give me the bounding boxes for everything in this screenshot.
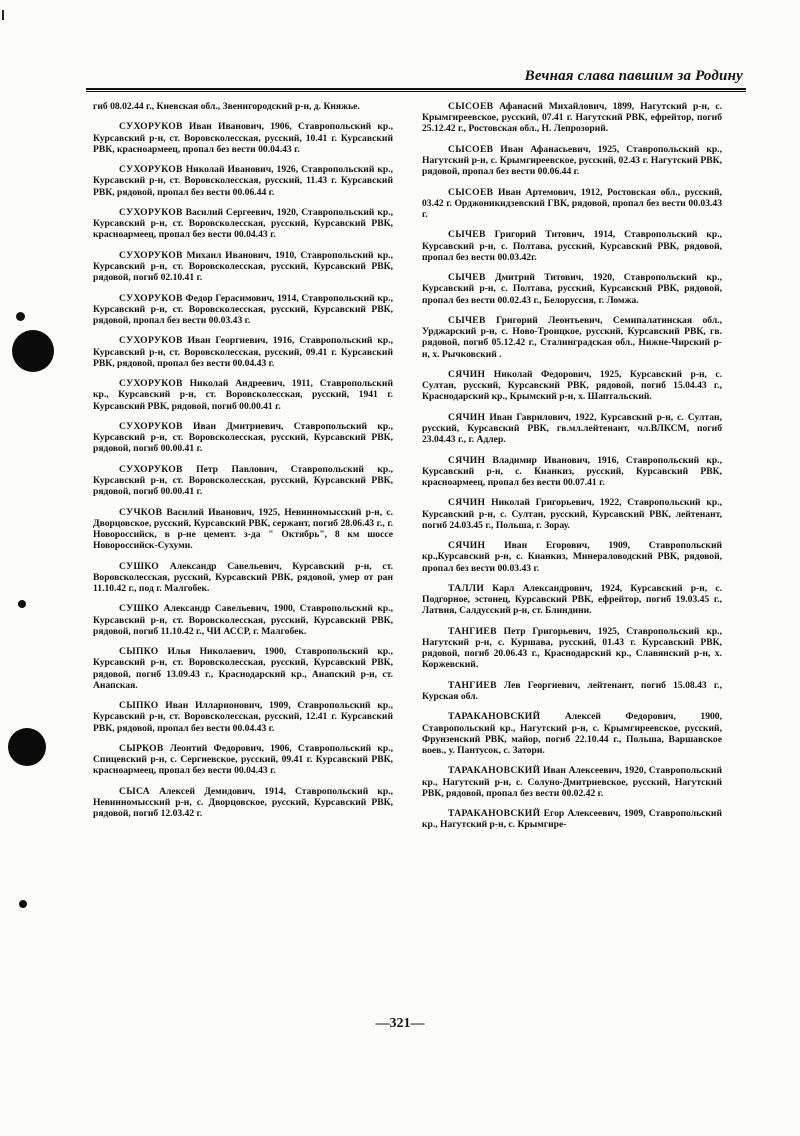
- record-entry: [93, 464, 393, 498]
- header-rule: [86, 91, 746, 92]
- record-entry: [93, 421, 393, 455]
- punch-hole: [12, 330, 54, 372]
- record-details: Петр Григорьевич, 1925, Ставропольский кр., Нагутский р-н, с. Куршава, русский, 01.43 г. Курсавский РВК, рядовой, погиб 20.06.43 г., Краснодарский кр., Славянский р-н, х. Коржевский.: [422, 625, 722, 671]
- surname: СЫЧЕВ: [448, 272, 486, 284]
- surname: ТАРАКАНОВСКИЙ: [448, 808, 541, 820]
- record-details: Василий Иванович, 1925, Невинномысский р-н, с. Дворцовское, русский, Курсавский РВК, сержант, погиб 28.06.43 г., г. Новороссийск, в р-не цемент. з-да " Октябрь", 8 км шоссе Новороссийск-Сухуми.: [93, 506, 393, 552]
- record-entry: [422, 229, 722, 263]
- surname: СУХОРУКОВ: [119, 292, 183, 304]
- punch-dot: [18, 600, 26, 608]
- surname: СЫПКО: [119, 646, 159, 658]
- surname: СУШКО: [119, 603, 160, 615]
- surname: СЯЧИН: [448, 368, 486, 380]
- record-entry: [422, 455, 722, 489]
- record-entry: [422, 187, 722, 221]
- record-details: Иван Алексеевич, 1920, Ставропольский кр., Нагутский р-н, с. Солуно-Дмитриевское, русский, Нагутский РВК, рядовой, пропал без вести 00.02.42 г.: [422, 765, 722, 799]
- surname: СЯЧИН: [448, 540, 486, 552]
- surname: СУХОРУКОВ: [119, 164, 183, 176]
- surname: ТАРАКАНОВСКИЙ: [448, 711, 541, 723]
- right-column: [422, 101, 722, 840]
- surname: СУХОРУКОВ: [119, 378, 183, 390]
- surname: ТАЛЛИ: [448, 582, 485, 594]
- surname: СУХОРУКОВ: [119, 420, 183, 432]
- record-details: Петр Павлович, Ставропольский кр., Курсавский р-н, ст. Воровсколесская, русский, Курсавский РВК, рядовой, погиб 00.00.41 г.: [93, 463, 393, 498]
- record-details: Василий Сергеевич, 1920, Ставропольский кр., Курсавский р-н, ст. Воровсколесская, русский, Курсавский РВК, красноармеец, пропал без вести 00.04.43 г.: [93, 206, 393, 241]
- record-details: Алексей Федорович, 1900, Ставропольский кр., Нагутский р-н, с. Крымгиреевское, русский, Фрунзенский РВК, майор, погиб 22.10.44 г., Польша, Варшавское воев., у. Пантусок, с. Затори.: [422, 711, 722, 756]
- record-details: Николай Андреевич, 1911, Ставропольский кр., Курсавский р-н, ст. Воровсколесская, русский, 1941 г. Курсавский РВК, рядовой, погиб 00.00.41 г.: [93, 378, 393, 412]
- surname: СУХОРУКОВ: [119, 121, 183, 133]
- record-details: Иван Егорович, 1909, Ставропольский кр.,Курсавский р-н, с. Кианкиз, Минераловодский РВК, рядовой, пропал без вести 00.03.43 г.: [422, 540, 722, 574]
- record-entry: [422, 315, 722, 360]
- record-entry: [93, 507, 393, 552]
- record-details: Владимир Иванович, 1916, Ставропольский кр., Курсавский р-н, с. Кианкиз, русский, Курсавский РВК, красноармеец, пропал без вести 00.07.41 г.: [422, 454, 722, 488]
- surname: СЫЧЕВ: [448, 229, 486, 241]
- record-entry: [422, 808, 722, 830]
- surname: СУШКО: [119, 560, 160, 572]
- record-entry: [422, 369, 722, 403]
- record-details: Иван Афанасьевич, 1925, Ставропольский кр., Нагутский р-н, с. Крымгиреевское, русский, 02.43 г. Нагутский РВК, рядовой, пропал без вести 00.06.44 г.: [422, 143, 722, 178]
- punch-dot: [19, 900, 27, 908]
- surname: ТАНГИЕВ: [448, 679, 497, 691]
- record-details: Егор Алексеевич, 1909, Ставропольский кр., Нагутский р-н, с. Крымгире-: [422, 808, 722, 831]
- record-details: Михаил Иванович, 1910, Ставропольский кр., Курсавский р-н, ст. Воровсколесская, русский, Курсавский РВК, рядовой, погиб 02.10.41 г.: [93, 249, 393, 284]
- record-details: Александр Савельевич, Курсавский р-н, ст. Воровсколесская, русский, Курсавский РВК, рядовой, умер от ран 11.10.42 г., под г. Малгобек.: [93, 560, 393, 594]
- record-details: гиб 08.02.44 г., Киевская обл., Звенигородский р-н, д. Княжье.: [93, 101, 360, 112]
- record-details: Александр Савельевич, 1900, Ставропольский кр., Курсавский р-н, ст. Воровсколесская, русский, Курсавский РВК, рядовой, погиб 11.10.42 г., ЧИ АССР, г. Малгобек.: [93, 603, 393, 637]
- record-entry: [422, 497, 722, 531]
- running-head: Вечная слава павшим за Родину: [524, 68, 743, 84]
- record-entry: [93, 101, 393, 112]
- surname: СЫСОЕВ: [448, 143, 494, 155]
- record-entry: [422, 680, 722, 702]
- record-details: Григорий Титович, 1914, Ставропольский кр., Курсавский р-н, с. Полтава, русский, Курсавский РВК, рядовой, пропал без вести 00.03.42г.: [422, 229, 722, 263]
- surname: СЯЧИН: [448, 454, 486, 466]
- record-details: Федор Герасимович, 1914, Ставропольский кр., Курсавский р-н, ст. Воровсколесская, русский, Курсавский РВК, рядовой, пропал без вести 00.03.43 г.: [93, 292, 393, 326]
- record-entry: [93, 121, 393, 155]
- record-entry: [93, 378, 393, 412]
- surname: СЫЧЕВ: [448, 314, 486, 326]
- record-details: Алексей Демидович, 1914, Ставропольский кр., Невинномысский р-н, с. Дворцовское, русский, Курсавский РВК, рядовой, погиб 12.03.42 г.: [93, 785, 393, 820]
- record-details: Иван Илларионович, 1909, Ставропольский кр., Курсавский р-н, ст. Воровсколесская, русский, 12.41 г. Курсавский РВК, рядовой, пропал без вести 00.04.43 г.: [93, 700, 393, 734]
- record-details: Иван Георгиевич, 1916, Ставропольский кр., Курсавский р-н, ст. Воровсколесская, русский, 09.41 г. Курсавский РВК, рядовой, пропал без вести 00.04.43 г.: [93, 335, 393, 369]
- record-entry: [93, 561, 393, 595]
- record-entry: [93, 603, 393, 637]
- punch-dot: [16, 312, 25, 321]
- record-entry: [422, 272, 722, 306]
- record-entry: [422, 626, 722, 671]
- surname: СЫСОЕВ: [448, 186, 494, 198]
- record-entry: [422, 101, 722, 135]
- surname: СЯЧИН: [448, 497, 486, 509]
- surname: ТАРАКАНОВСКИЙ: [448, 765, 541, 777]
- record-entry: [93, 786, 393, 820]
- record-entry: [422, 583, 722, 617]
- surname: СЫСА: [119, 785, 150, 797]
- page-number: —321—: [375, 1016, 425, 1031]
- record-entry: [93, 293, 393, 327]
- record-entry: [422, 412, 722, 446]
- record-details: Иван Дмитриевич, Ставропольский кр., Курсавский р-н, ст. Воровсколесская, русский, Курсавский РВК, рядовой, погиб 00.00.41 г.: [93, 420, 393, 455]
- record-entry: [422, 144, 722, 178]
- record-entry: [93, 207, 393, 241]
- record-details: Афанасий Михайлович, 1899, Нагутский р-н, с. Крымгиреевское, русский, 07.41 г. Нагутский РВК, ефрейтор, погиб 25.12.42 г., Ростовская обл., Н. Лепрозорий.: [422, 101, 722, 135]
- left-column: [93, 101, 393, 829]
- record-details: Николай Федорович, 1925, Курсавский р-н, с. Султан, русский, Курсавский РВК, рядовой, погиб 15.04.43 г., Краснодарский кр., Крымский р-н, х. Шаптальский.: [422, 368, 722, 403]
- record-details: Иван Гаврилович, 1922, Курсавский р-н, с. Султан, русский, Курсавский РВК, гв.мл.лейтенант, чл.ВЛКСМ, погиб 23.04.43 г., г. Адлер.: [422, 411, 722, 446]
- record-details: Иван Артемович, 1912, Ростовская обл., русский, 03.42 г. Орджоникидзевский ГВК, рядовой, пропал без вести 00.03.43 г.: [422, 186, 722, 220]
- record-details: Лев Георгиевич, лейтенант, погиб 15.08.43 г., Курская обл.: [422, 679, 722, 702]
- record-entry: [93, 646, 393, 691]
- surname: СЫСОЕВ: [448, 101, 494, 112]
- record-details: Николай Иванович, 1926, Ставропольский кр., Курсавский р-н, ст. Воровсколесская, русский, 11.43 г. Курсавский РВК, рядовой, пропал без вести 00.06.44 г.: [93, 164, 394, 198]
- surname: СЫРКОВ: [119, 742, 164, 754]
- record-entry: [422, 711, 722, 756]
- record-entry: [93, 743, 393, 777]
- record-details: Николай Григорьевич, 1922, Ставропольский кр., Курсавский р-н, с. Султан, русский, Курсавский РВК, лейтенант, погиб 24.03.45 г., Польша, г. Зорау.: [422, 497, 722, 531]
- header-rule: [86, 88, 746, 90]
- surname: СУЧКОВ: [119, 506, 163, 518]
- surname: СУХОРУКОВ: [119, 335, 183, 347]
- surname: СЫПКО: [119, 700, 159, 712]
- surname: ТАНГИЕВ: [448, 625, 497, 637]
- surname: СУХОРУКОВ: [119, 206, 183, 218]
- surname: СЯЧИН: [448, 411, 486, 423]
- surname: СУХОРУКОВ: [119, 463, 183, 475]
- record-details: Григорий Леонтьевич, Семипалатинская обл., Урджарский р-н, с. Ново-Троицкое, русский, Курсавский РВК, гв. рядовой, погиб 05.12.42 г., Сталинградская обл., Нижне-Чирский р-н, х. Рычковский .: [422, 314, 722, 360]
- record-details: Иван Иванович, 1906, Ставропольский кр., Курсавский р-н, ст. Воровсколесская, русский, 10.41 г. Курсавский РВК, красноармеец, пропал без вести 00.04.43 г.: [93, 121, 393, 155]
- record-entry: [93, 335, 393, 369]
- record-details: Леонтий Федорович, 1906, Ставропольский кр., Спицевский р-н, с. Сергиевское, русский, 09.41 г. Курсавский РВК, красноармеец, пропал без вести 00.04.43 г.: [93, 742, 393, 777]
- record-entry: [93, 250, 393, 284]
- record-entry: [93, 700, 393, 734]
- record-entry: [422, 540, 722, 574]
- punch-hole: [8, 728, 46, 766]
- record-details: Карл Александрович, 1924, Курсавский р-н, с. Подгорное, эстонец, Курсавский РВК, ефрейтор, погиб 19.03.45 г., Латвия, Салдусский р-н, ст. Блиндини.: [422, 582, 722, 617]
- record-entry: [93, 164, 393, 198]
- record-entry: [422, 765, 722, 799]
- record-details: Илья Николаевич, 1900, Ставропольский кр., Курсавский р-н, ст. Воровсколесская, русский, Курсавский РВК, рядовой, погиб 13.09.43 г., Краснодарский кр., Анапский р-н, ст. Анапская.: [93, 646, 393, 691]
- surname: СУХОРУКОВ: [119, 249, 183, 261]
- scan-mark: [2, 10, 4, 20]
- record-details: Дмитрий Титович, 1920, Ставропольский кр., Курсавский р-н, с. Полтава, русский, Курсавский РВК, рядовой, пропал без вести 00.02.43 г., Белоруссия, г. Ломжа.: [422, 272, 722, 306]
